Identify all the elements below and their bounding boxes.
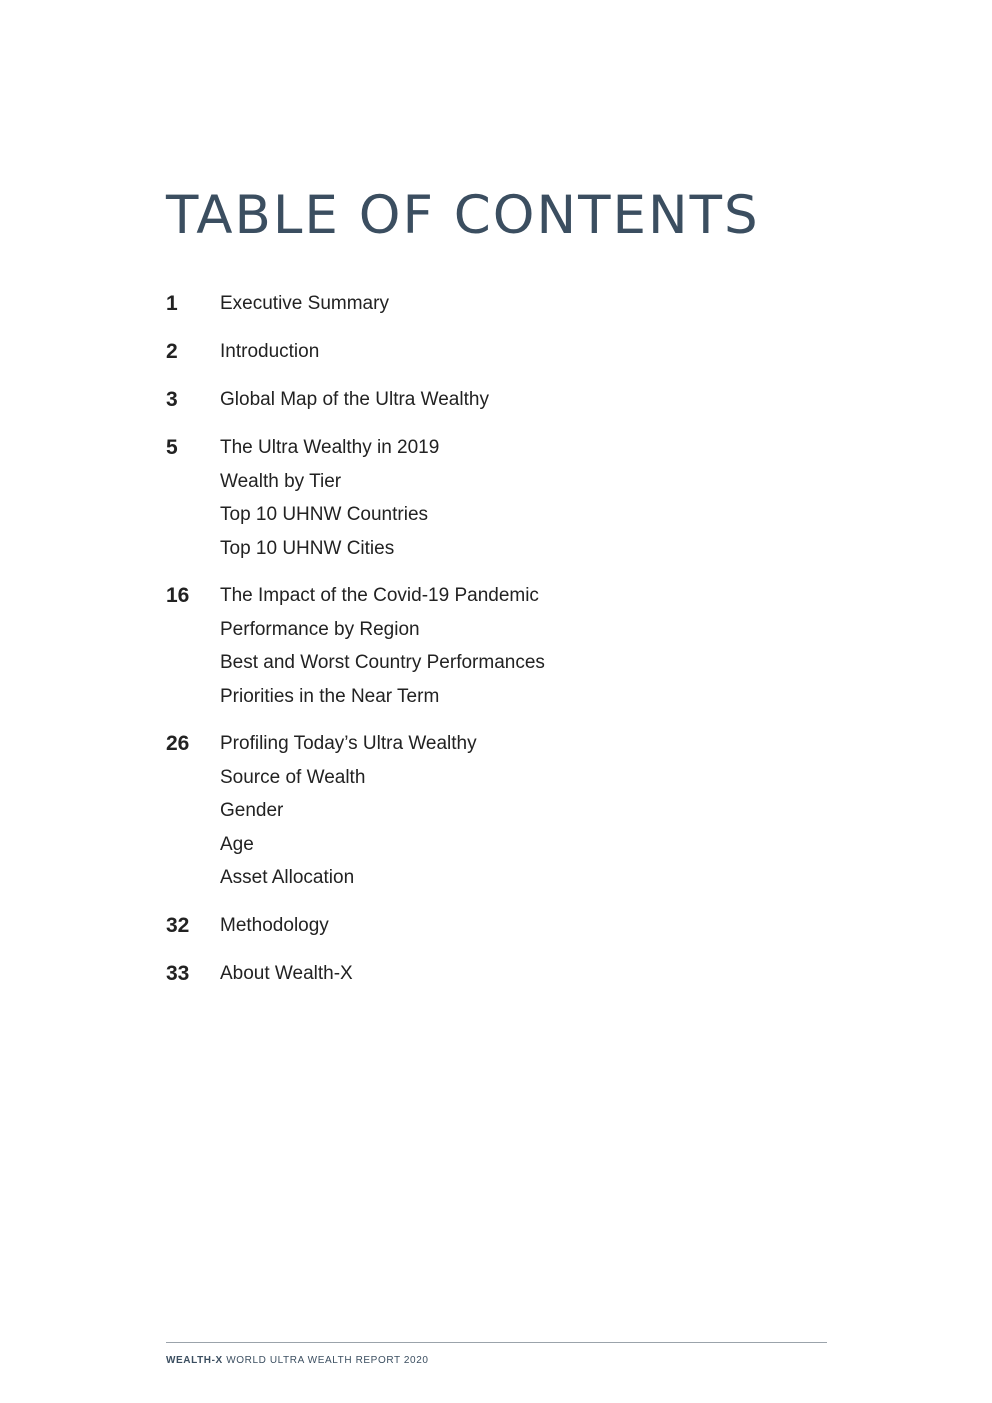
toc-page-number: 3 (166, 388, 178, 411)
toc-entry (166, 431, 826, 565)
toc-entry (166, 287, 826, 321)
table-of-contents (166, 287, 826, 1005)
toc-subheading: Wealth by Tier (220, 470, 342, 492)
toc-entry (166, 727, 826, 895)
page-title: TABLE OF CONTENTS (166, 185, 760, 246)
toc-entry (166, 383, 826, 417)
toc-heading: The Ultra Wealthy in 2019 (220, 437, 440, 458)
toc-subheading: Gender (220, 800, 284, 821)
toc-heading: Introduction (220, 341, 320, 362)
toc-subheading: Asset Allocation (220, 867, 355, 888)
toc-subheading: Top 10 UHNW Countries (220, 504, 429, 525)
footer-brand: WEALTH-X (166, 1355, 223, 1366)
toc-subheading: Top 10 UHNW Cities (220, 537, 395, 559)
toc-subheading: Age (220, 833, 254, 855)
toc-subheading: Performance by Region (220, 618, 420, 640)
toc-page-number: 2 (166, 340, 178, 363)
footer-report-title: WORLD ULTRA WEALTH REPORT 2020 (226, 1355, 429, 1366)
toc-heading: Methodology (220, 914, 329, 936)
page-footer (166, 1355, 429, 1366)
toc-page-number: 32 (166, 913, 190, 937)
toc-heading: Global Map of the Ultra Wealthy (220, 389, 489, 410)
toc-heading: Executive Summary (220, 293, 389, 314)
toc-page-number: 16 (166, 584, 190, 607)
toc-page-number: 5 (166, 436, 178, 459)
toc-entry (166, 579, 826, 713)
toc-entry (166, 335, 826, 369)
toc-heading: About Wealth-X (220, 962, 353, 984)
toc-page-number: 33 (166, 961, 190, 985)
toc-subheading: Priorities in the Near Term (220, 685, 440, 707)
footer-divider (166, 1342, 827, 1343)
toc-entry (166, 957, 826, 991)
toc-heading: The Impact of the Covid-19 Pandemic (220, 585, 539, 606)
toc-heading: Profiling Today’s Ultra Wealthy (220, 733, 477, 754)
toc-page-number: 26 (166, 732, 190, 755)
toc-subheading: Source of Wealth (220, 766, 366, 788)
toc-page-number: 1 (166, 292, 178, 315)
toc-entry (166, 909, 826, 943)
toc-subheading: Best and Worst Country Performances (220, 652, 545, 673)
